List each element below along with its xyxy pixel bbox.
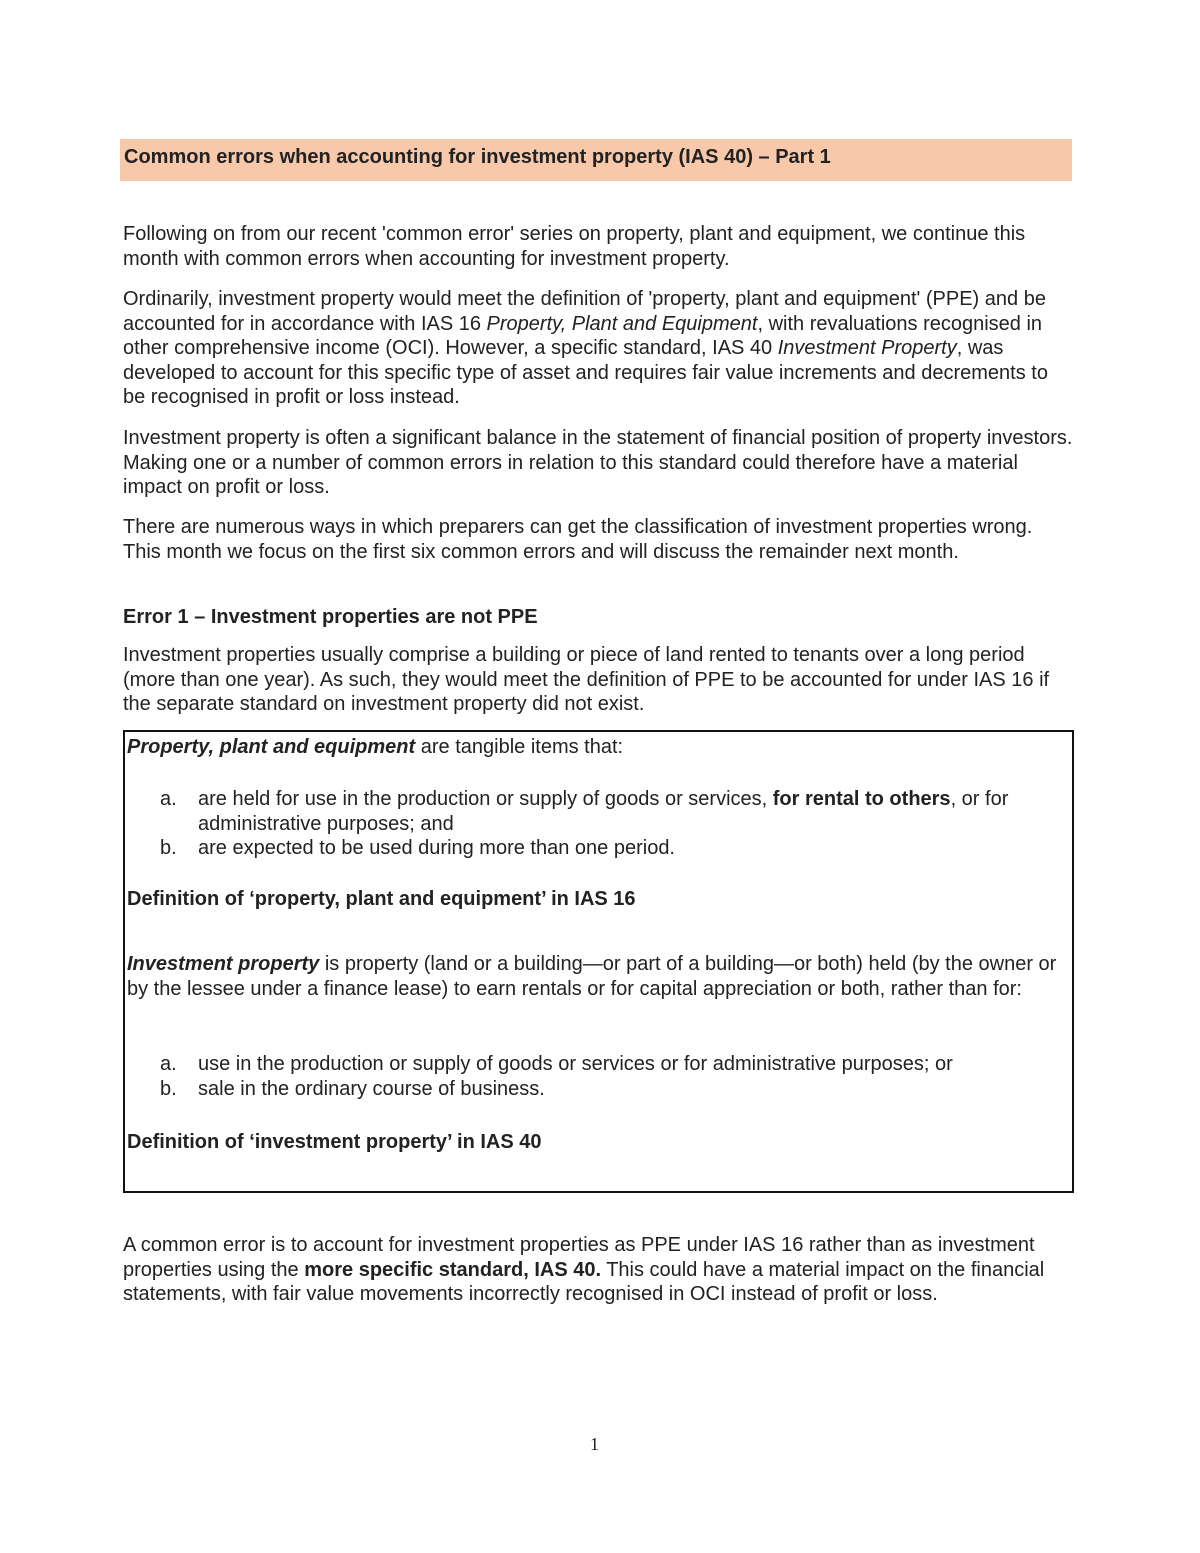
list-marker: b.: [160, 1077, 177, 1100]
text-run: Ordinarily, investment property would meet the definition of 'property, plant and equipment' (PPE) and be accounted for in accordance with IAS 16: [123, 288, 1046, 335]
article-title: [120, 139, 1072, 181]
text-run: This could have a material impact on the financial statements, with fair value movements incorrectly recognised in OCI instead of profit or loss.: [123, 1258, 1045, 1305]
ppe-definition-source: Definition of ‘property, plant and equipment’ in IAS 16: [127, 888, 636, 910]
paragraph-ppe-vs-ip-text: [123, 287, 1073, 410]
list-item: [160, 836, 1070, 861]
paragraph-classification-text: There are numerous ways in which preparers can get the classification of investment properties wrong. This month we focus on the first six common errors and will discuss the remainder next month.: [123, 516, 1033, 563]
ppe-definition: [127, 735, 1067, 760]
list-item: [160, 1052, 1070, 1077]
paragraph-significance-text: Investment property is often a significant balance in the statement of financial position of property investors. Making one or a number of common errors in relation to this standard could therefore have a material impact on profit or loss.: [123, 427, 1073, 498]
ip-term: Investment property: [127, 953, 320, 975]
list-item: [160, 1077, 1070, 1102]
error-1-heading: [123, 605, 1073, 630]
error-1-heading-text: Error 1 – Investment properties are not PPE: [123, 606, 538, 628]
ppe-criteria-list: [160, 787, 1070, 861]
ip-definition: [127, 952, 1067, 1001]
text-run: are held for use in the production or supply of goods or services,: [198, 788, 773, 810]
paragraph-error-1-text: Investment properties usually comprise a building or piece of land rented to tenants over a long period (more than one year). As such, they would meet the definition of PPE to be accounted for under IAS 16 if the separate standard on investment property did not exist.: [123, 644, 1050, 715]
list-marker: a.: [160, 788, 177, 810]
text-run: sale in the ordinary course of business.: [198, 1077, 545, 1100]
ppe-term: Property, plant and equipment: [127, 736, 416, 758]
paragraph-common-error-text: [123, 1233, 1073, 1307]
text-run: are tangible items that:: [415, 736, 624, 758]
article-title-text: Common errors when accounting for investment property (IAS 40) – Part 1: [124, 146, 831, 168]
text-run: , was developed to account for this specific type of asset and requires fair value increments and decrements to be recognised in profit or loss instead.: [123, 337, 1048, 408]
ip-exclusions-list: [160, 1052, 1070, 1101]
paragraph-ppe-vs-ip: [123, 287, 1073, 410]
text-run: is property (land or a building—or part of a building—or both) held (by the owner or by the lessee under a finance lease) to earn rentals or for capital appreciation or both, rather than for:: [127, 953, 1057, 1000]
list-marker: b.: [160, 837, 177, 859]
text-run: A common error is to account for investment properties as PPE under IAS 16 rather than as investment properties using the: [123, 1234, 1035, 1281]
paragraph-common-error: [123, 1233, 1073, 1307]
text-run: are expected to be used during more than one period.: [198, 837, 675, 859]
list-marker: a.: [160, 1053, 177, 1075]
list-item: [160, 787, 1070, 836]
paragraph-error-1: [123, 643, 1073, 717]
paragraph-classification: [123, 515, 1073, 564]
text-run: , with revaluations recognised in other comprehensive income (OCI). However, a specific standard, IAS 40: [123, 312, 1043, 359]
text-run: use in the production or supply of goods or services or for administrative purposes; or: [198, 1053, 953, 1075]
definitions-box: [123, 730, 1074, 1193]
emphasis-specific-standard: more specific standard, IAS 40.: [304, 1258, 602, 1281]
page-number: 1: [590, 1434, 599, 1454]
standard-title-ias40: Investment Property: [777, 337, 957, 359]
paragraph-significance: [123, 426, 1073, 500]
ip-definition-source: Definition of ‘investment property’ in IAS 40: [127, 1131, 542, 1153]
intro-text: Following on from our recent 'common error' series on property, plant and equipment, we continue this month with common errors when accounting for investment property.: [123, 223, 1026, 270]
standard-title-ias16: Property, Plant and Equipment: [486, 312, 758, 335]
intro-paragraph: [123, 222, 1073, 271]
emphasis-rental: for rental to others: [772, 788, 951, 810]
text-run: , or for administrative purposes; and: [198, 788, 1009, 835]
